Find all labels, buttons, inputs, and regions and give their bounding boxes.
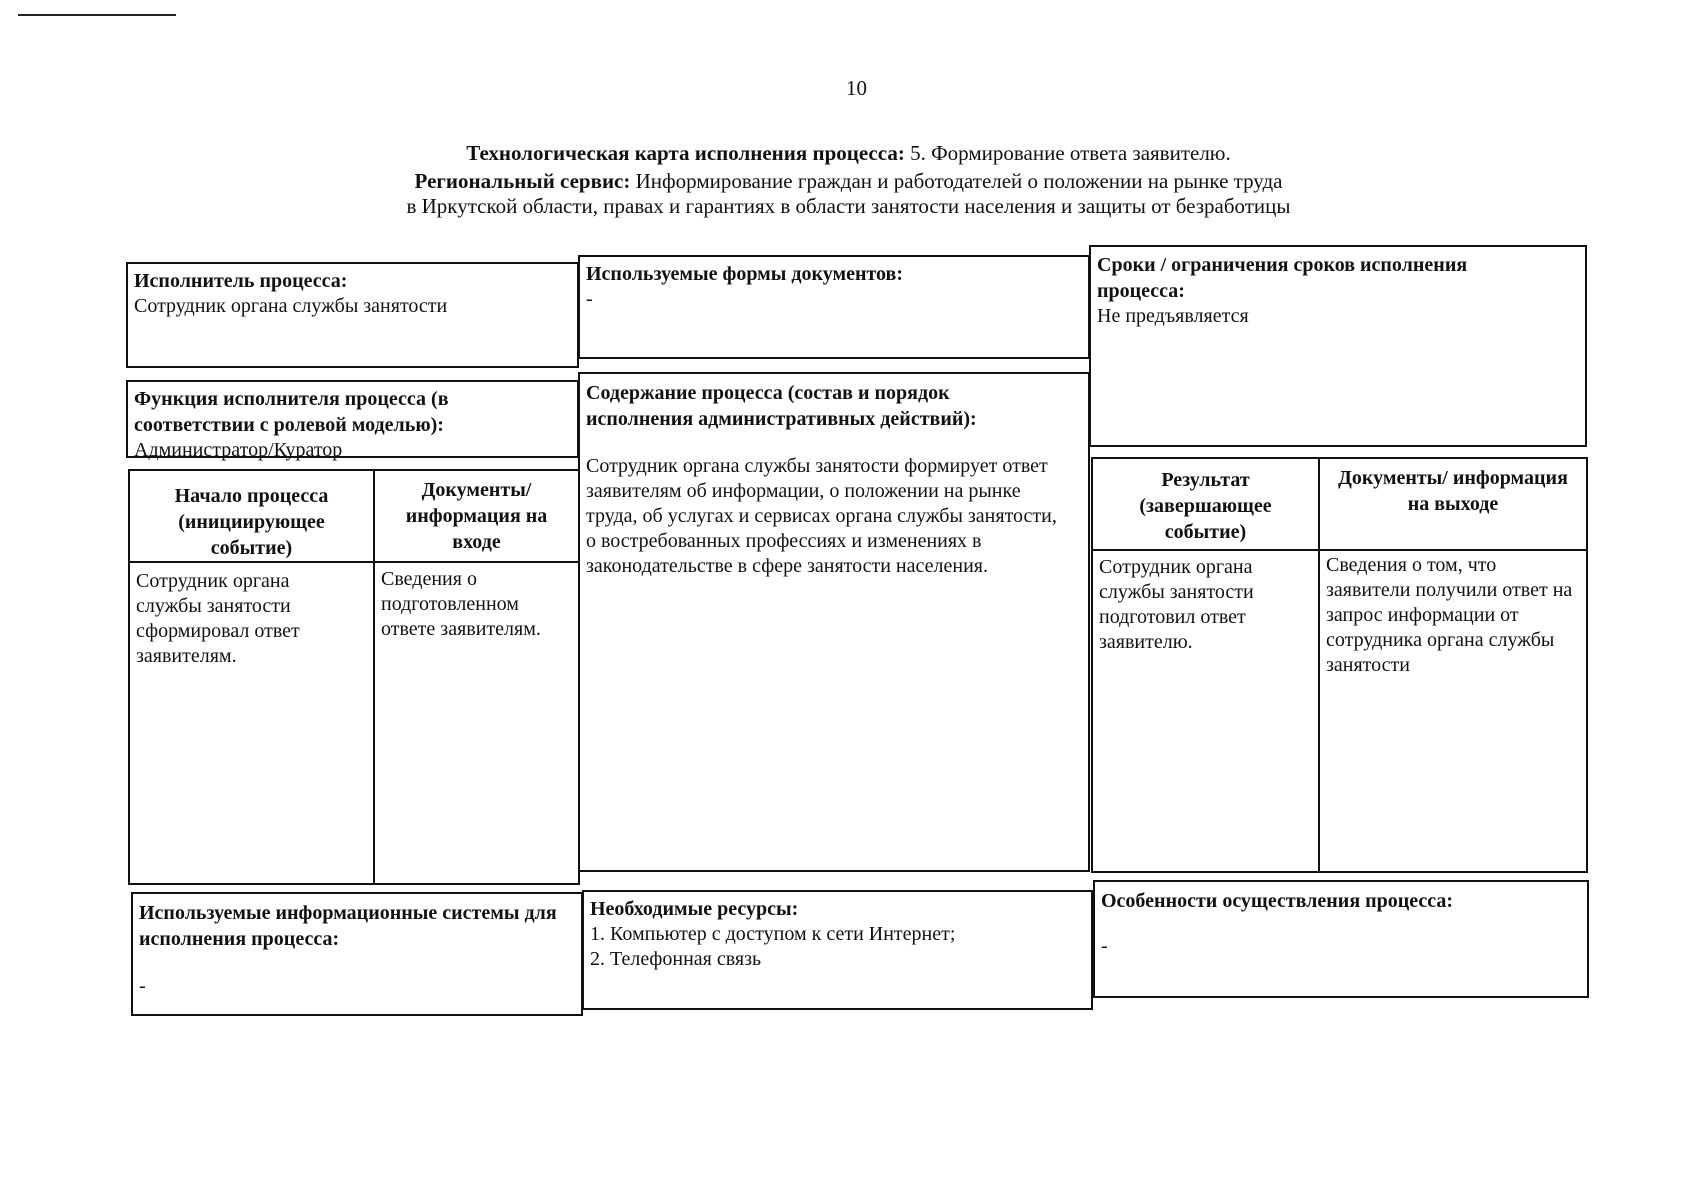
deadlines-box [1089, 245, 1587, 447]
title-line-3: в Иркутской области, правах и гарантиях в области занятости населения и защиты от безработицы [406, 194, 1291, 218]
deadlines-label: Сроки / ограничения сроков исполнения процесса: [1097, 254, 1468, 302]
process-map-label: Технологическая карта исполнения процесса: [466, 141, 905, 165]
output-docs-label: Документы/ информация на выходе [1338, 467, 1568, 515]
title-line-2 [0, 169, 1697, 194]
resources-box [582, 890, 1093, 1010]
info-systems-value: - [139, 975, 146, 997]
info-systems-label: Используемые информационные системы для исполнения процесса: [139, 902, 557, 950]
function-box [126, 380, 579, 461]
content-label: Содержание процесса (состав и порядок исполнения административных действий): [586, 382, 977, 430]
process-map-value: 5. Формирование ответа заявителю. [904, 141, 1231, 165]
info-systems-box [131, 892, 583, 1016]
features-value: - [1101, 935, 1108, 957]
content-box [578, 372, 1090, 872]
top-rule [18, 14, 176, 16]
regional-service-value: Информирование граждан и работодателей о положении на рынке труда [630, 169, 1283, 193]
result-label: Результат (завершающее событие) [1139, 469, 1272, 543]
forms-value: - [586, 288, 593, 310]
regional-service-label: Региональный сервис: [414, 169, 631, 193]
input-docs-value: Сведения о подготовленном ответе заявителям. [381, 568, 541, 640]
forms-label: Используемые формы документов: [586, 263, 904, 285]
page-number: 10 [846, 76, 867, 100]
start-label: Начало процесса (инициирующее событие) [174, 485, 329, 559]
resources-item-2: 2. Телефонная связь [590, 948, 762, 970]
resources-item-1: 1. Компьютер с доступом к сети Интернет; [590, 923, 956, 945]
deadlines-value: Не предъявляется [1097, 305, 1249, 327]
start-value: Сотрудник органа службы занятости сформировал ответ заявителям. [136, 570, 300, 667]
input-docs-label: Документы/ информация на входе [405, 479, 548, 553]
executor-label: Исполнитель процесса: [134, 270, 348, 292]
features-label: Особенности осуществления процесса: [1101, 890, 1454, 912]
result-output-table [1091, 457, 1588, 873]
content-value: Сотрудник органа службы занятости формирует ответ заявителям об информации, о положении на рынке труда, об услугах и сервисах органа службы занятости, о востребованных профессиях и изменениях в законодательстве в сфере занятости населения. [586, 455, 1057, 577]
executor-value: Сотрудник органа службы занятости [134, 295, 448, 317]
function-value: Администратор/Куратор [134, 439, 343, 461]
resources-label: Необходимые ресурсы: [590, 898, 799, 920]
executor-box [126, 262, 579, 368]
function-label: Функция исполнителя процесса (в соответствии с ролевой моделью): [134, 388, 449, 436]
start-input-table [128, 469, 580, 885]
result-value: Сотрудник органа службы занятости подготовил ответ заявителю. [1099, 556, 1254, 653]
title-line-1 [0, 141, 1697, 166]
forms-box [578, 255, 1090, 359]
output-docs-value: Сведения о том, что заявители получили ответ на запрос информации от сотрудника органа службы занятости [1326, 554, 1573, 676]
features-box [1093, 880, 1589, 998]
